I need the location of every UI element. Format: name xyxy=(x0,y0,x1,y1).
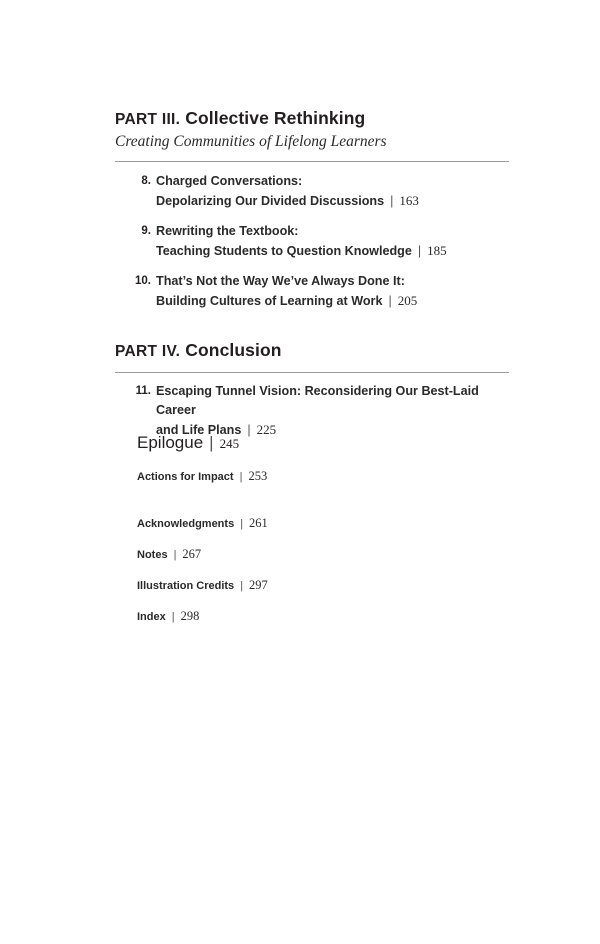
chapter-title xyxy=(156,172,506,211)
acknowledgments-entry[interactable] xyxy=(137,516,268,531)
chapter-title-line-1: Charged Conversations: xyxy=(156,174,303,188)
page-number: 298 xyxy=(180,609,200,623)
chapter-title-line-2 xyxy=(156,291,506,311)
page-number: 261 xyxy=(249,516,268,530)
epilogue-entry[interactable] xyxy=(137,433,239,453)
chapter-title xyxy=(156,222,506,261)
part-4-header xyxy=(115,340,510,361)
chapter-title-line-2 xyxy=(156,191,506,211)
entry-label: Acknowledgments xyxy=(137,518,235,530)
chapter-subtitle: Teaching Students to Question Knowledge xyxy=(156,244,412,258)
chapter-number: 8. xyxy=(141,175,151,187)
chapter-title-line-1: That’s Not the Way We’ve Always Done It: xyxy=(156,274,405,288)
page-number: 185 xyxy=(427,243,447,258)
page-number: 253 xyxy=(248,469,268,483)
entry-label: Actions for Impact xyxy=(137,471,234,483)
chapter-subtitle: Building Cultures of Learning at Work xyxy=(156,294,383,308)
page-separator: | xyxy=(240,518,244,530)
page-separator: | xyxy=(209,433,214,452)
part-4-label: PART IV. xyxy=(115,343,181,360)
page-number: 225 xyxy=(256,422,277,437)
chapter-subtitle: and Life Plans xyxy=(156,423,242,437)
page-separator: | xyxy=(417,244,422,258)
chapter-title-line-1: Escaping Tunnel Vision: Reconsidering Our Best-Laid Career xyxy=(156,384,479,417)
epilogue-label: Epilogue xyxy=(137,433,204,452)
chapter-number: 11. xyxy=(135,385,151,397)
page-separator: | xyxy=(247,423,251,437)
part-4-rule xyxy=(115,372,509,373)
part-3-rule xyxy=(115,161,509,162)
part-3-header xyxy=(115,108,510,151)
chapter-number: 9. xyxy=(141,225,151,237)
part-4-title: Conclusion xyxy=(185,340,282,360)
page-separator: | xyxy=(171,611,175,623)
page-separator: | xyxy=(390,194,394,208)
index-entry[interactable] xyxy=(137,609,199,624)
entry-label: Illustration Credits xyxy=(137,580,235,592)
chapter-title-line-1: Rewriting the Textbook: xyxy=(156,224,299,238)
part-3-title: Collective Rethinking xyxy=(185,108,366,128)
page-number: 267 xyxy=(182,547,202,561)
part-4-title-line xyxy=(115,340,510,361)
chapter-title-line-2 xyxy=(156,241,506,261)
page-separator: | xyxy=(239,471,243,483)
page-number: 205 xyxy=(397,293,418,308)
entry-label: Index xyxy=(137,611,166,623)
chapter-title xyxy=(156,272,506,311)
part-3-label: PART III. xyxy=(115,111,181,128)
page-number: 163 xyxy=(399,193,419,208)
page-number: 297 xyxy=(249,578,268,592)
notes-entry[interactable] xyxy=(137,547,201,562)
chapter-title xyxy=(156,382,506,440)
page-separator: | xyxy=(173,549,177,561)
chapter-number: 10. xyxy=(135,275,151,287)
part-3-title-line xyxy=(115,108,510,129)
part-3-subtitle: Creating Communities of Lifelong Learners xyxy=(115,133,387,150)
chapter-subtitle: Depolarizing Our Divided Discussions xyxy=(156,194,385,208)
actions-for-impact-entry[interactable] xyxy=(137,469,267,484)
entry-label: Notes xyxy=(137,549,168,561)
page-number: 245 xyxy=(219,436,240,451)
page-separator: | xyxy=(240,580,244,592)
page-separator: | xyxy=(388,294,392,308)
illustration-credits-entry[interactable] xyxy=(137,578,268,593)
